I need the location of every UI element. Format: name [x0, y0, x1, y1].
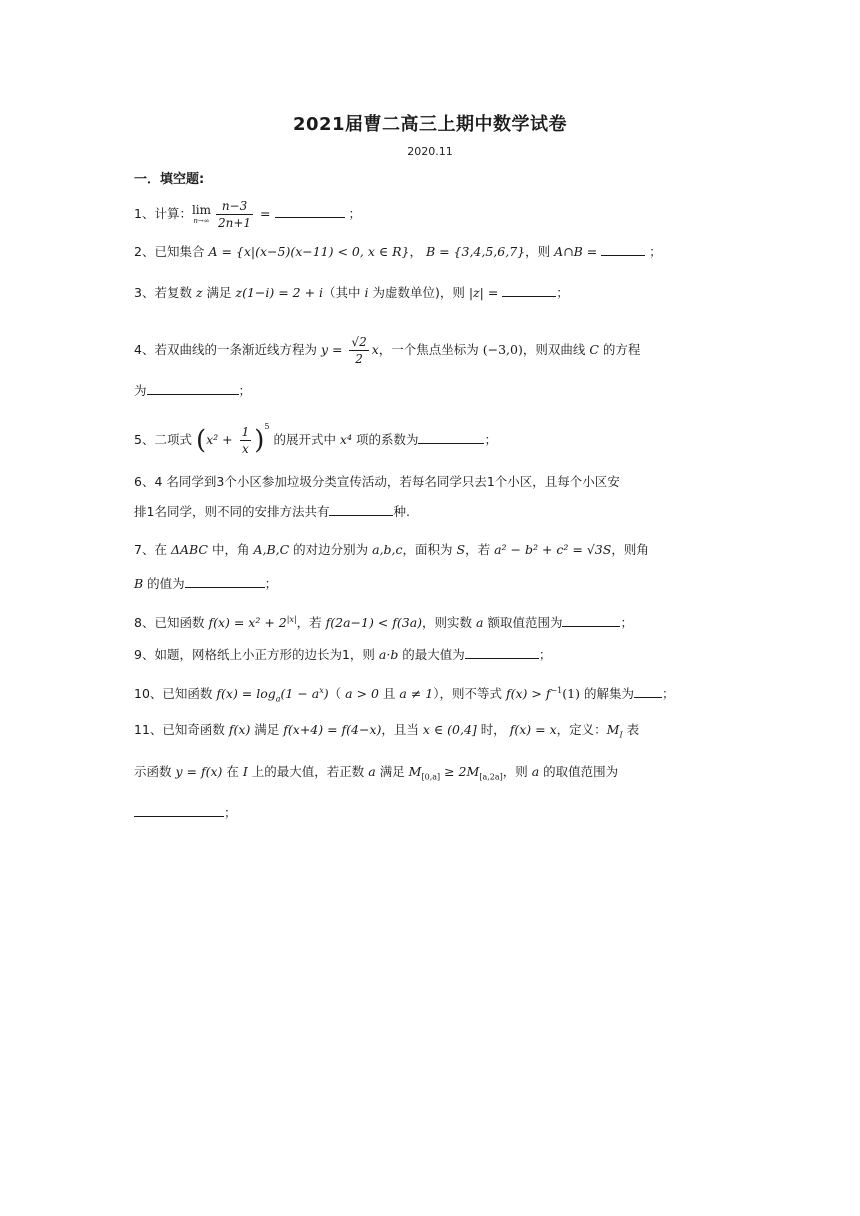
answer-blank[interactable] — [418, 431, 484, 444]
limit-operator: lim n→∞ — [191, 203, 212, 225]
question-4: 4、若双曲线的一条渐近线方程为 y = $\frac{√2}{2}$ x，一个焦点坐标为 (−3,0)，则双曲线 C 的方程 — [134, 335, 641, 366]
question-9: 9、如题，网格纸上小正方形的边长为1，则 a·b 的最大值为 ； — [134, 647, 552, 662]
fraction: $\frac{n-3}{2n+1}$ — [218, 199, 252, 230]
question-1: 1、计算： lim n→∞ $\frac{n-3}{2n+1}$ = ； — [134, 199, 361, 230]
answer-blank[interactable] — [134, 804, 224, 817]
answer-blank[interactable] — [502, 284, 556, 297]
question-11-line-3: ； — [134, 803, 237, 823]
answer-blank[interactable] — [601, 243, 645, 256]
page-title: 2021届曹二高三上期中数学试卷 — [292, 114, 568, 135]
question-6-line-2: 排1名同学，则不同的安排方法共有 种. — [134, 504, 410, 519]
exam-date: 2020.11 — [407, 145, 453, 158]
question-10: 10、已知函数 $f(x) = \log_a(1 - a^x)$（ a > 0 且 a ≠ 1），则不等式 $f(x) > f^{-1}(1)$ 的解集为 ； — [134, 686, 675, 704]
answer-blank[interactable] — [329, 503, 393, 516]
answer-blank[interactable] — [634, 685, 662, 698]
question-3: 3、若复数 z 满足 z(1−i) = 2 + i（其中 i 为虚数单位)，则 |z| = ； — [134, 285, 569, 300]
question-5: 5、二项式 (x² + $\frac{1}{x}$ )$^5$ 的展开式中 x⁴ 项的系数为 ； — [134, 421, 497, 456]
answer-blank[interactable] — [275, 205, 345, 218]
fraction: $\frac{1}{x}$ — [241, 425, 250, 456]
fraction: $\frac{√2}{2}$ — [351, 335, 367, 366]
answer-blank[interactable] — [562, 614, 620, 627]
answer-blank[interactable] — [147, 382, 239, 395]
question-4-line-2: 为 ； — [134, 383, 252, 398]
question-6: 6、4 名同学到3个小区参加垃圾分类宣传活动，若每名同学只去1个小区，且每个小区安 — [134, 474, 620, 489]
question-11-line-2: 示函数 y = f(x) 在 I 上的最大值，若正数 a 满足 $M_{[0,a]} \ge 2M_{[a,2a]}$，则 a 的取值范围为 — [134, 764, 619, 782]
question-2: 2、已知集合 A = {x|(x−5)(x−11) < 0, x ∈ R}， B = {3,4,5,6,7}，则 A∩B = ； — [134, 244, 662, 259]
question-7: 7、在 ΔABC 中，角 A,B,C 的对边分别为 a,b,c，面积为 S，若 a² − b² + c² = √3S，则角 — [134, 542, 649, 557]
question-11: 11、已知奇函数 f(x) 满足 f(x+4) = f(4−x)，且当 x ∈ (0,4] 时， f(x) = x，定义：$M_I$ 表 — [134, 722, 640, 740]
question-8: 8、已知函数 $f(x) = x^2 + 2^{|x|}$，若 f(2a−1) < f(3a)，则实数 a 额取值范围为 ； — [134, 615, 633, 631]
answer-blank[interactable] — [185, 575, 265, 588]
answer-blank[interactable] — [465, 646, 539, 659]
question-7-line-2: B 的值为 ； — [134, 576, 278, 591]
section-heading: 一．填空题: — [134, 172, 205, 187]
